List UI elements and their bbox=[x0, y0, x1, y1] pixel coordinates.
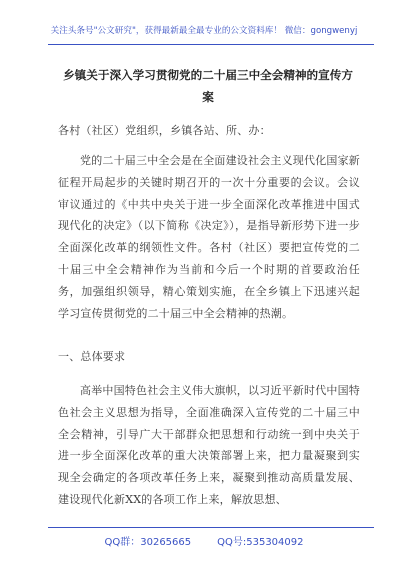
header-divider bbox=[48, 44, 374, 45]
document-title: 乡镇关于深入学习贯彻党的二十届三中全会精神的宣传方案 bbox=[63, 68, 353, 104]
salutation: 各村（社区）党组织，乡镇各站、所、办： bbox=[58, 124, 271, 137]
paragraph-intro: 党的二十届三中全会是在全面建设社会主义现代化国家新征程开局起步的关键时期召开的一次十分重要的会议。会议审议通过的《中共中央关于进一步全面深化改革推进中国式现代化的决定》（以下简称《决定》），是指导新形势下进一步全面深化改革的纲领性文件。各村（社区）要把宣传党的二十届三中全会精神作为当前和今后一个时期的首要政治任务，加强组织领导，精心策划实施，在全乡镇上下迅速兴起学习宣传贯彻党的二十届三中全会精神的热潮。 bbox=[58, 154, 360, 320]
paragraph-general-requirements: 高举中国特色社会主义伟大旗帜，以习近平新时代中国特色社会主义思想为指导，全面准确深入宣传党的二十届三中全会精神，引导广大干部群众把思想和行动统一到中央关于进一步全面深化改革的重大决策部署上来，把力量凝聚到实现全会确定的各项改革任务上来，凝聚到推动高质量发展、建设现代化新XX的各项工作上来，解放思想、 bbox=[58, 384, 360, 506]
header-promo-text: 关注头条号"公文研究"，获得最新最全最专业的公文资料库！ 微信：gongwenyj bbox=[50, 26, 358, 36]
section-heading-general-requirements: 一、总体要求 bbox=[58, 350, 126, 363]
footer-contact bbox=[0, 533, 408, 548]
footer-qq-group: QQ群：30265665 bbox=[104, 537, 192, 548]
footer-qq-number: QQ号:535304092 bbox=[217, 537, 304, 548]
footer-divider bbox=[48, 527, 374, 528]
